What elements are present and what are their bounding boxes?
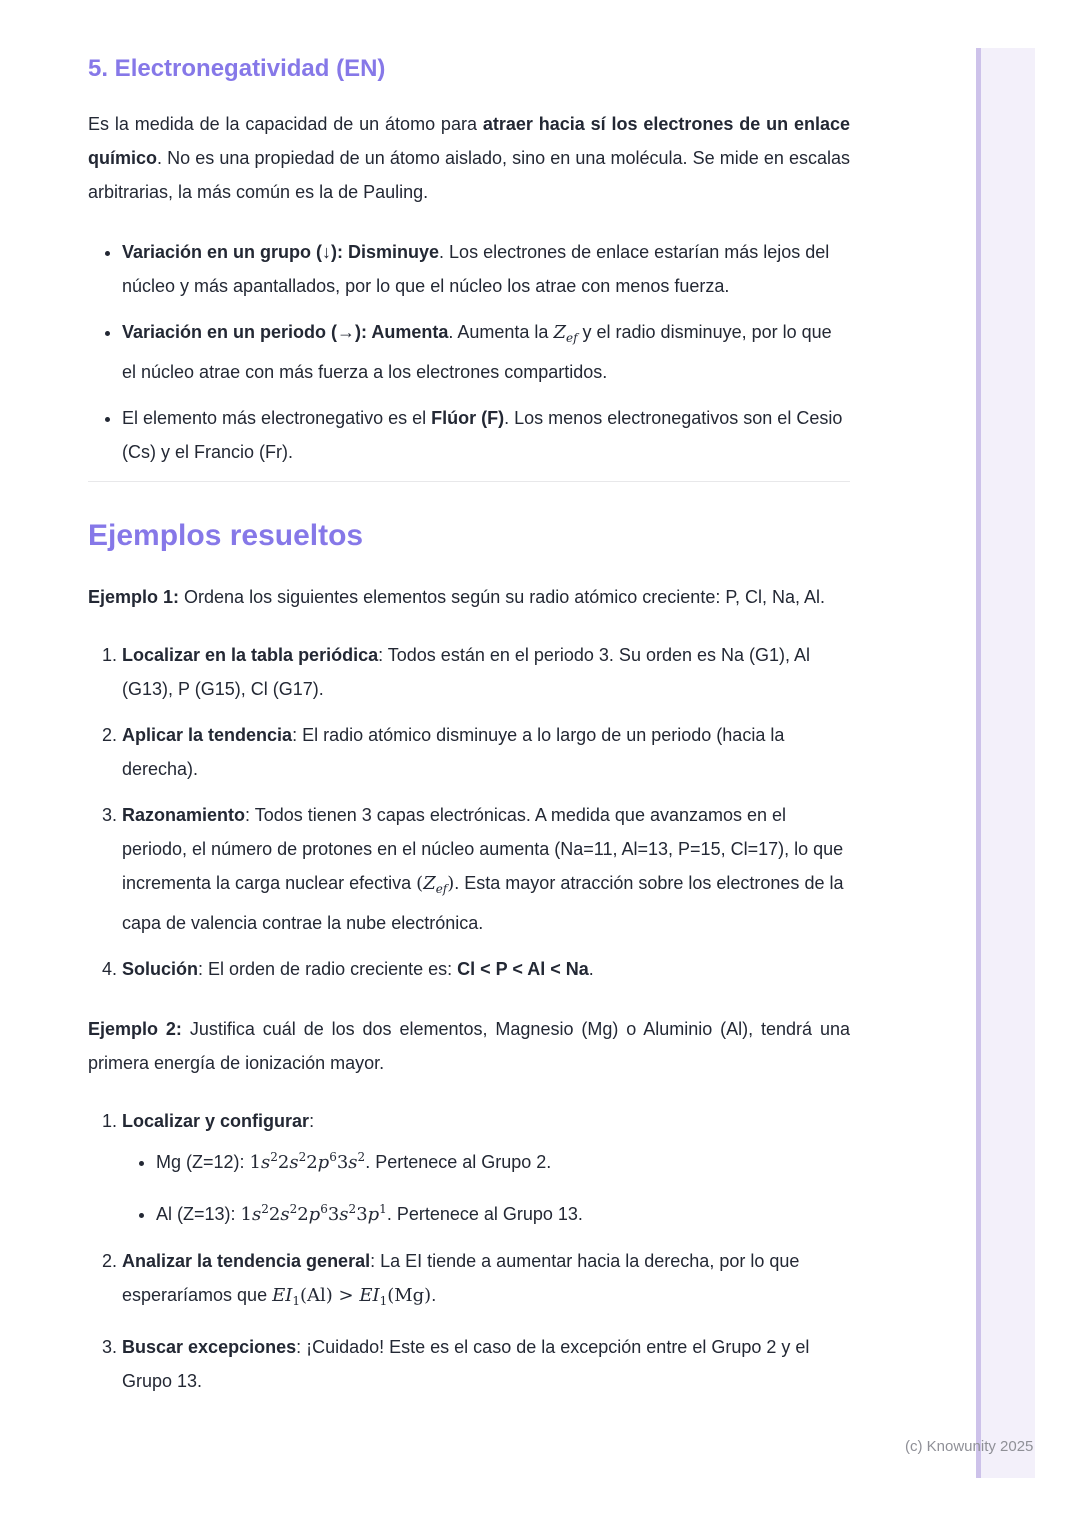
math-ei-compare xyxy=(272,1285,432,1308)
math-token: s xyxy=(260,1152,271,1173)
math-token: 1 xyxy=(240,1204,252,1225)
bold-run: Flúor (F) xyxy=(431,408,505,428)
example2-steps xyxy=(88,1104,850,1398)
math-token: p xyxy=(308,1204,321,1225)
text-run: : xyxy=(309,1111,315,1131)
example1-label: Ejemplo 1: xyxy=(88,587,180,607)
config-sublist xyxy=(122,1140,850,1232)
step-aplicar-tendencia xyxy=(122,718,850,786)
bold-run: Localizar en la tabla periódica xyxy=(122,645,379,665)
math-mg-config xyxy=(250,1152,366,1172)
math-al-config xyxy=(241,1204,387,1224)
math-token: 2 xyxy=(270,1150,278,1164)
math-zef-paren xyxy=(416,873,455,896)
text-run: . Los menos electronegativos son el Cesio (Cs) y el Francio (Fr). xyxy=(122,408,843,462)
text-run: . Pertenece al Grupo 13. xyxy=(386,1204,583,1224)
math-token: p xyxy=(317,1152,330,1173)
math-token: 6 xyxy=(329,1150,337,1164)
math-token: 3 xyxy=(356,1204,368,1225)
bold-run: Variación en un grupo (↓): Disminuye xyxy=(122,242,440,262)
example1-statement xyxy=(88,580,850,614)
bold-run: Localizar y configurar xyxy=(122,1111,310,1131)
math-token: 2 xyxy=(289,1202,298,1216)
math-token: s xyxy=(348,1152,358,1173)
list-item-periodo xyxy=(122,315,850,389)
step-buscar-excepciones xyxy=(122,1330,850,1398)
text-run: . No es una propiedad de un átomo aislado, sino en una molécula. Se mide en escalas arbitrarias, la más común es la de Pauling. xyxy=(88,148,850,202)
math-token: EI xyxy=(359,1285,380,1306)
bold-run: Analizar la tendencia general xyxy=(122,1251,371,1271)
math-token: s xyxy=(289,1152,299,1173)
math-token: Z xyxy=(553,322,566,343)
text-run: . Esta mayor atracción sobre los electrones de la capa de valencia contrae la nube electrónica. xyxy=(122,873,844,933)
math-token: ( xyxy=(416,873,424,894)
math-token: ef xyxy=(435,882,448,896)
math-token: 3 xyxy=(336,1152,349,1173)
math-token: 3 xyxy=(327,1204,340,1225)
math-token: ef xyxy=(565,331,578,345)
text-run: Es la medida de la capacidad de un átomo para xyxy=(88,114,483,134)
text-run: . xyxy=(588,959,594,979)
text-run: Mg (Z=12): xyxy=(156,1152,250,1172)
list-item-fluor xyxy=(122,401,850,469)
text-run: y el radio disminuye, por lo que el núcleo atrae con más fuerza a los electrones compartidos. xyxy=(122,322,832,382)
math-token: 1 xyxy=(379,1202,387,1216)
text-run: Ordena los siguientes elementos según su radio atómico creciente: P, Cl, Na, Al. xyxy=(179,587,826,607)
text-run: . Pertenece al Grupo 2. xyxy=(365,1152,552,1172)
bold-run: Buscar excepciones xyxy=(122,1337,297,1357)
intro-paragraph xyxy=(88,107,850,209)
text-run: . Aumenta la xyxy=(448,322,554,342)
text-run: : La EI tiende a aumentar hacia la derecha, por lo que esperaríamos que xyxy=(122,1251,800,1305)
math-token: 2 xyxy=(297,1204,309,1225)
text-run: : ¡Cuidado! Este es el caso de la excepción entre el Grupo 2 y el Grupo 13. xyxy=(122,1337,810,1391)
sub-item-al xyxy=(156,1192,850,1232)
text-run: Al (Z=13): xyxy=(156,1204,241,1224)
math-token: EI xyxy=(272,1285,293,1306)
math-token: (Mg) xyxy=(387,1285,432,1306)
bold-run: Razonamiento xyxy=(122,805,246,825)
text-run: : El radio atómico disminuye a lo largo de un periodo (hacia la derecha). xyxy=(122,725,785,779)
bold-run-answer: Cl < P < Al < Na xyxy=(457,959,589,979)
example2-label: Ejemplo 2: xyxy=(88,1019,182,1039)
text-run: . xyxy=(431,1285,437,1305)
text-run: : Todos están en el periodo 3. Su orden es Na (G1), Al (G13), P (G15), Cl (G17). xyxy=(122,645,811,699)
math-token: 2 xyxy=(268,1204,281,1225)
math-token: s xyxy=(339,1204,349,1225)
example1-steps xyxy=(88,638,850,986)
step-localizar xyxy=(122,638,850,706)
math-token: 2 xyxy=(261,1202,269,1216)
math-token: s xyxy=(280,1204,290,1225)
bold-run: Variación en un periodo (→): Aumenta xyxy=(122,322,449,342)
list-item-grupo xyxy=(122,235,850,303)
heading-ejemplos-resueltos: Ejemplos resueltos xyxy=(88,519,364,552)
text-run: : Todos tienen 3 capas electrónicas. A medida que avanzamos en el periodo, el número de protones en el núcleo aumenta (Na=11, Al=13, P=15, Cl=17), lo que incrementa la carga nuclear efectiva xyxy=(122,805,844,893)
math-token: 2 xyxy=(298,1150,307,1164)
math-token: (Al) > xyxy=(299,1285,360,1306)
bold-run: Aplicar la tendencia xyxy=(122,725,293,745)
document-body xyxy=(88,55,850,1410)
math-token: s xyxy=(251,1204,262,1225)
step-solucion xyxy=(122,952,850,986)
text-run: . Los electrones de enlace estarían más lejos del núcleo y más apantallados, por lo que el núcleo los atrae con menos fuerza. xyxy=(122,242,830,296)
step-analizar-tendencia xyxy=(122,1244,850,1318)
math-token: 2 xyxy=(348,1202,357,1216)
math-token: 2 xyxy=(357,1150,366,1164)
math-token: 6 xyxy=(320,1202,328,1216)
copyright-notice: (c) Knowunity 2025 xyxy=(905,1438,1034,1455)
math-token: p xyxy=(367,1204,380,1225)
math-token: 2 xyxy=(277,1152,290,1173)
en-trends-list xyxy=(88,235,850,469)
step-razonamiento xyxy=(122,798,850,940)
text-run: : El orden de radio creciente es: xyxy=(198,959,458,979)
section-title-electronegatividad: 5. Electronegatividad (EN) xyxy=(88,55,386,82)
text-run: El elemento más electronegativo es el xyxy=(122,408,432,428)
math-token: 2 xyxy=(306,1152,318,1173)
bold-run: Solución xyxy=(122,959,198,979)
math-zef xyxy=(553,322,578,345)
example2-statement xyxy=(88,1012,850,1080)
text-run: Justifica cuál de los dos elementos, Magnesio (Mg) o Aluminio (Al), tendrá una primera energía de ionización mayor. xyxy=(88,1019,850,1073)
page-margin-strip xyxy=(981,48,1035,1478)
step-localizar-configurar xyxy=(122,1104,850,1232)
math-token: 1 xyxy=(379,1294,388,1308)
math-token: 1 xyxy=(292,1294,300,1308)
section-divider xyxy=(88,481,850,482)
bold-run: atraer hacia sí los electrones de un enlace químico xyxy=(88,114,850,168)
math-token: 1 xyxy=(249,1152,261,1173)
math-token: Z xyxy=(423,873,436,894)
math-token: ) xyxy=(447,873,455,894)
sub-item-mg xyxy=(156,1140,850,1180)
